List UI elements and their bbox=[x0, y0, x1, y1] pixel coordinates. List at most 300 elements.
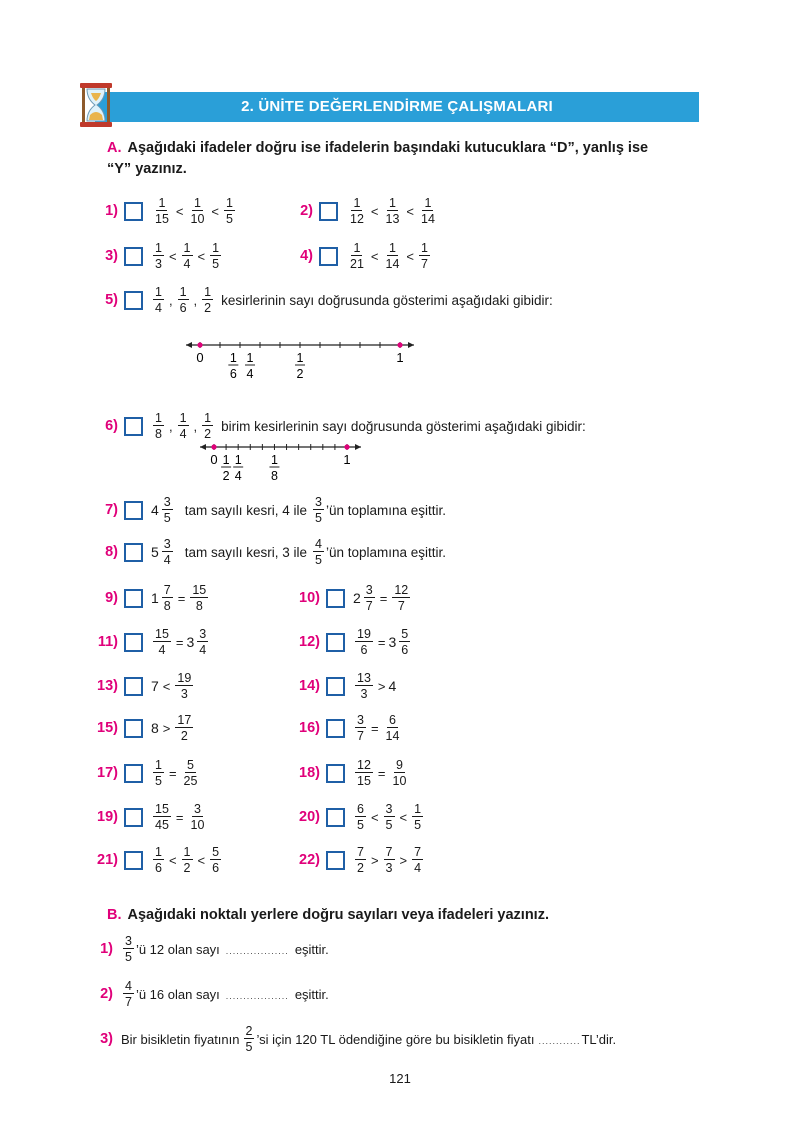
fraction bbox=[197, 628, 208, 657]
question-row-q20 bbox=[280, 799, 425, 835]
math-term bbox=[382, 197, 404, 226]
question-row-q21 bbox=[78, 842, 223, 878]
numerator: 1 bbox=[183, 844, 191, 859]
denominator: 8 bbox=[163, 599, 171, 613]
number-line-label-denominator: 4 bbox=[246, 367, 254, 381]
question-number: 20) bbox=[299, 809, 320, 825]
question-row-q4 bbox=[273, 238, 432, 274]
math-term bbox=[353, 846, 368, 875]
numerator: 19 bbox=[177, 670, 192, 685]
question-row-q3 bbox=[78, 238, 223, 274]
numerator: 1 bbox=[388, 240, 396, 255]
math-term bbox=[353, 628, 375, 657]
page-number: 121 bbox=[389, 1071, 411, 1086]
math-term bbox=[353, 714, 368, 743]
math-term bbox=[390, 584, 412, 613]
integer: 4 bbox=[388, 678, 397, 694]
operator: = bbox=[168, 765, 177, 781]
fraction bbox=[210, 846, 221, 875]
denominator: 5 bbox=[226, 212, 233, 226]
point-marker bbox=[344, 444, 349, 449]
statement-text: ’ün toplamına eşittir. bbox=[326, 502, 447, 518]
math-term bbox=[151, 584, 175, 613]
operator: < bbox=[175, 203, 184, 219]
denominator: 10 bbox=[392, 774, 407, 788]
operator: < bbox=[197, 852, 206, 868]
math-term bbox=[173, 714, 195, 743]
expression bbox=[121, 935, 329, 964]
answer-checkbox[interactable] bbox=[124, 764, 143, 783]
answer-checkbox[interactable] bbox=[124, 808, 143, 827]
numerator: 1 bbox=[424, 195, 432, 210]
math-term bbox=[389, 678, 398, 694]
numerator: 1 bbox=[155, 757, 162, 772]
question-row-q13 bbox=[78, 668, 195, 704]
math-term bbox=[346, 242, 368, 271]
fraction bbox=[153, 628, 171, 657]
question-row-q9 bbox=[78, 580, 210, 616]
numerator: 1 bbox=[353, 195, 361, 210]
operator: < bbox=[370, 248, 379, 264]
fraction bbox=[178, 412, 189, 441]
math-term bbox=[151, 412, 166, 441]
b-question-row-b3 bbox=[85, 1021, 616, 1057]
math-term bbox=[187, 197, 209, 226]
math-term bbox=[188, 584, 210, 613]
answer-checkbox[interactable] bbox=[124, 417, 143, 436]
numerator: 3 bbox=[365, 582, 373, 597]
denominator: 6 bbox=[155, 861, 162, 875]
denominator: 7 bbox=[421, 257, 428, 271]
question-number: 5) bbox=[105, 292, 118, 308]
question-number: 6) bbox=[105, 418, 118, 434]
question-row-q14 bbox=[280, 668, 397, 704]
b-question-row-b1 bbox=[85, 931, 329, 967]
denominator: 7 bbox=[125, 995, 132, 1009]
numerator: 1 bbox=[353, 240, 361, 255]
answer-checkbox[interactable] bbox=[319, 202, 338, 221]
math-term bbox=[389, 759, 411, 788]
denominator: 3 bbox=[155, 257, 162, 271]
denominator: 14 bbox=[385, 257, 400, 271]
denominator: 5 bbox=[315, 553, 322, 567]
fraction bbox=[412, 846, 423, 875]
statement-text: tam sayılı kesri, 4 ile bbox=[184, 502, 308, 518]
denominator: 7 bbox=[397, 599, 405, 613]
section-b-text: Aşağıdaki noktalı yerlere doğru sayıları veya ifadeleri yazınız. bbox=[127, 907, 549, 923]
question-number: 4) bbox=[300, 248, 313, 264]
answer-checkbox[interactable] bbox=[326, 764, 345, 783]
math-term bbox=[417, 197, 439, 226]
integer: 8 bbox=[151, 720, 159, 736]
fraction bbox=[175, 672, 193, 701]
question-number: 1) bbox=[100, 941, 113, 957]
operator: < bbox=[197, 248, 206, 264]
answer-checkbox[interactable] bbox=[124, 291, 143, 310]
denominator: 5 bbox=[155, 774, 162, 788]
fraction bbox=[364, 584, 375, 613]
answer-checkbox[interactable] bbox=[124, 719, 143, 738]
fraction bbox=[355, 803, 366, 832]
question-row-q8 bbox=[78, 534, 446, 570]
answer-blank[interactable]: ............ bbox=[538, 1036, 581, 1046]
fraction bbox=[162, 496, 173, 525]
math-term bbox=[176, 412, 191, 441]
fraction bbox=[153, 803, 171, 832]
math-term bbox=[417, 242, 432, 271]
numerator: 5 bbox=[401, 626, 409, 641]
fraction bbox=[162, 538, 173, 567]
fraction bbox=[178, 286, 189, 315]
math-term bbox=[180, 242, 195, 271]
numerator: 12 bbox=[357, 757, 371, 772]
question-number: 12) bbox=[299, 634, 320, 650]
denominator: 4 bbox=[199, 643, 207, 657]
question-number: 3) bbox=[105, 248, 118, 264]
math-term bbox=[382, 714, 404, 743]
denominator: 5 bbox=[163, 511, 171, 525]
denominator: 3 bbox=[360, 687, 368, 701]
expression bbox=[151, 197, 237, 226]
denominator: 5 bbox=[125, 950, 132, 964]
fraction bbox=[244, 1025, 255, 1054]
section-b-instruction bbox=[107, 905, 707, 926]
numerator: 1 bbox=[421, 240, 428, 255]
denominator: 5 bbox=[357, 818, 364, 832]
whole-part: 2 bbox=[353, 590, 361, 606]
operator: = bbox=[377, 634, 386, 650]
operator: , bbox=[168, 418, 173, 434]
question-row-q10 bbox=[280, 580, 412, 616]
expression bbox=[151, 803, 208, 832]
operator: , bbox=[193, 292, 198, 308]
numerator: 1 bbox=[179, 284, 187, 299]
number-line-label-numerator: 1 bbox=[296, 351, 304, 365]
math-term bbox=[187, 803, 209, 832]
operator: = bbox=[177, 590, 186, 606]
question-row-q17 bbox=[78, 755, 201, 791]
denominator: 5 bbox=[315, 511, 322, 525]
math-term bbox=[151, 759, 166, 788]
question-row-q19 bbox=[78, 799, 208, 835]
expression bbox=[353, 714, 403, 743]
point-marker bbox=[211, 444, 216, 449]
answer-blank[interactable]: .................. bbox=[225, 991, 289, 1001]
statement-text: ’si için 120 TL ödendiğine göre bu bisikletin fiyatı bbox=[256, 1031, 535, 1047]
numerator: 1 bbox=[193, 195, 201, 210]
operator: < bbox=[370, 809, 379, 825]
expression bbox=[353, 759, 410, 788]
whole-part: 1 bbox=[151, 590, 159, 606]
integer: 7 bbox=[151, 678, 159, 694]
answer-checkbox[interactable] bbox=[326, 633, 345, 652]
operator: > bbox=[162, 720, 171, 736]
numerator: 15 bbox=[192, 582, 207, 597]
fraction bbox=[313, 496, 324, 525]
fraction bbox=[224, 197, 235, 226]
number-line-1 bbox=[170, 335, 430, 385]
operator: < bbox=[406, 248, 414, 264]
answer-blank[interactable]: .................. bbox=[225, 946, 289, 956]
math-term bbox=[410, 846, 425, 875]
math-term bbox=[151, 538, 175, 567]
expression bbox=[353, 628, 412, 657]
denominator: 2 bbox=[357, 861, 364, 875]
math-term bbox=[151, 496, 175, 525]
operator: > bbox=[399, 852, 408, 868]
numerator: 4 bbox=[125, 978, 132, 993]
question-number: 18) bbox=[299, 765, 320, 781]
question-number: 11) bbox=[97, 634, 118, 650]
numerator: 1 bbox=[226, 195, 233, 210]
denominator: 5 bbox=[414, 818, 422, 832]
expression bbox=[151, 672, 195, 701]
question-number: 15) bbox=[97, 720, 118, 736]
fraction bbox=[355, 628, 373, 657]
expression bbox=[151, 538, 446, 567]
answer-checkbox[interactable] bbox=[124, 851, 143, 870]
math-term bbox=[353, 803, 368, 832]
denominator: 7 bbox=[357, 729, 364, 743]
math-term bbox=[180, 759, 202, 788]
answer-checkbox[interactable] bbox=[326, 719, 345, 738]
numerator: 7 bbox=[414, 844, 422, 859]
answer-checkbox[interactable] bbox=[124, 589, 143, 608]
statement-text: birim kesirlerinin sayı doğrusunda gösterimi aşağıdaki gibidir: bbox=[221, 418, 586, 434]
answer-checkbox[interactable] bbox=[326, 677, 345, 696]
numerator: 1 bbox=[155, 284, 162, 299]
numerator: 3 bbox=[315, 494, 322, 509]
question-row-q7 bbox=[78, 492, 446, 528]
denominator: 3 bbox=[385, 861, 393, 875]
answer-checkbox[interactable] bbox=[124, 202, 143, 221]
denominator: 6 bbox=[360, 643, 368, 657]
number-line-label-numerator: 1 bbox=[246, 351, 254, 365]
statement-text: TL’dir. bbox=[581, 1031, 617, 1047]
number-line-label: 1 bbox=[396, 350, 404, 365]
question-number: 14) bbox=[299, 678, 320, 694]
question-row-q11 bbox=[78, 624, 210, 660]
question-row-q12 bbox=[280, 624, 412, 660]
question-number: 8) bbox=[105, 544, 118, 560]
operator: = bbox=[377, 765, 386, 781]
expression bbox=[353, 584, 412, 613]
operator: < bbox=[168, 248, 177, 264]
point-marker bbox=[197, 342, 202, 347]
answer-checkbox[interactable] bbox=[124, 633, 143, 652]
number-line-label: 1 bbox=[343, 452, 351, 467]
numerator: 3 bbox=[193, 801, 201, 816]
fraction bbox=[175, 714, 193, 743]
answer-checkbox[interactable] bbox=[124, 501, 143, 520]
math-term bbox=[180, 846, 195, 875]
question-number: 16) bbox=[299, 720, 320, 736]
denominator: 5 bbox=[245, 1040, 253, 1054]
operator: < bbox=[168, 852, 177, 868]
denominator: 3 bbox=[180, 687, 188, 701]
number-line-label-numerator: 1 bbox=[234, 453, 242, 467]
whole-part: 4 bbox=[151, 502, 159, 518]
denominator: 2 bbox=[180, 729, 188, 743]
denominator: 2 bbox=[204, 301, 212, 315]
question-row-q16 bbox=[280, 710, 403, 746]
fraction bbox=[384, 803, 395, 832]
number-line-label: 0 bbox=[196, 350, 204, 365]
numerator: 1 bbox=[179, 410, 187, 425]
fraction bbox=[348, 242, 366, 271]
numerator: 1 bbox=[158, 195, 166, 210]
statement-text: tam sayılı kesri, 3 ile bbox=[184, 544, 308, 560]
math-term bbox=[151, 803, 173, 832]
operator: = bbox=[370, 720, 379, 736]
denominator: 5 bbox=[212, 257, 220, 271]
fraction bbox=[182, 759, 200, 788]
number-line-label-denominator: 2 bbox=[222, 469, 230, 483]
number-line-label-denominator: 6 bbox=[229, 367, 237, 381]
arrow-head-icon bbox=[408, 342, 414, 348]
number-line-label-denominator: 4 bbox=[234, 469, 242, 483]
answer-checkbox[interactable] bbox=[124, 247, 143, 266]
math-term bbox=[121, 935, 136, 964]
math-term bbox=[311, 538, 326, 567]
denominator: 4 bbox=[183, 257, 191, 271]
denominator: 4 bbox=[414, 861, 422, 875]
numerator: 3 bbox=[385, 801, 393, 816]
numerator: 4 bbox=[315, 536, 322, 551]
numerator: 13 bbox=[357, 670, 371, 685]
question-row-q18 bbox=[280, 755, 410, 791]
operator: < bbox=[406, 203, 414, 219]
fraction bbox=[313, 538, 324, 567]
fraction bbox=[391, 759, 409, 788]
numerator: 3 bbox=[199, 626, 207, 641]
section-a-letter: A. bbox=[107, 140, 122, 156]
expression bbox=[151, 242, 223, 271]
fraction bbox=[190, 584, 208, 613]
answer-checkbox[interactable] bbox=[326, 808, 345, 827]
answer-checkbox[interactable] bbox=[319, 247, 338, 266]
math-term bbox=[346, 197, 368, 226]
fraction bbox=[384, 197, 402, 226]
math-term bbox=[353, 759, 375, 788]
fraction bbox=[153, 197, 171, 226]
statement-text: Bir bisikletin fiyatının bbox=[121, 1031, 240, 1047]
number-line-label-numerator: 1 bbox=[270, 453, 278, 467]
number-line-label-numerator: 1 bbox=[229, 351, 237, 365]
numerator: 1 bbox=[155, 240, 162, 255]
question-number: 17) bbox=[97, 765, 118, 781]
arrow-head-icon bbox=[200, 444, 206, 450]
denominator: 10 bbox=[190, 818, 205, 832]
expression bbox=[151, 714, 195, 743]
denominator: 4 bbox=[158, 643, 166, 657]
answer-checkbox[interactable] bbox=[124, 543, 143, 562]
statement-text: eşittir. bbox=[294, 986, 329, 1002]
answer-checkbox[interactable] bbox=[124, 677, 143, 696]
operator: < bbox=[211, 203, 219, 219]
expression bbox=[151, 846, 223, 875]
math-term bbox=[151, 628, 173, 657]
math-term bbox=[353, 672, 375, 701]
math-term bbox=[382, 242, 404, 271]
denominator: 2 bbox=[183, 861, 191, 875]
number-line-label-denominator: 2 bbox=[296, 367, 304, 381]
math-term bbox=[311, 496, 326, 525]
section-a-instruction bbox=[107, 138, 707, 180]
fraction bbox=[392, 584, 410, 613]
expression bbox=[121, 1025, 616, 1054]
numerator: 6 bbox=[389, 712, 396, 727]
denominator: 15 bbox=[155, 212, 169, 226]
statement-text: eşittir. bbox=[294, 941, 329, 957]
numerator: 1 bbox=[183, 240, 191, 255]
denominator: 6 bbox=[179, 301, 187, 315]
fraction bbox=[419, 242, 430, 271]
fraction bbox=[182, 846, 193, 875]
math-term bbox=[187, 628, 211, 657]
section-a-text-line1: Aşağıdaki ifadeler doğru ise ifadelerin başındaki kutucuklara “D”, yanlış ise bbox=[127, 140, 649, 156]
denominator: 12 bbox=[350, 212, 364, 226]
operator: > bbox=[377, 678, 386, 694]
math-term bbox=[151, 242, 166, 271]
statement-text: ’ün toplamına eşittir. bbox=[326, 544, 447, 560]
denominator: 8 bbox=[155, 427, 162, 441]
fraction bbox=[384, 846, 395, 875]
question-row-q22 bbox=[280, 842, 425, 878]
fraction bbox=[202, 286, 213, 315]
fraction bbox=[384, 714, 402, 743]
question-number: 1) bbox=[105, 203, 118, 219]
page-title: 2. ÜNİTE DEĞERLENDİRME ÇALIŞMALARI bbox=[241, 98, 553, 115]
operator: , bbox=[168, 292, 173, 308]
fraction bbox=[189, 197, 207, 226]
operator: < bbox=[399, 809, 408, 825]
operator: , bbox=[193, 418, 198, 434]
numerator: 1 bbox=[155, 410, 162, 425]
math-term bbox=[151, 720, 160, 736]
fraction bbox=[123, 980, 134, 1009]
answer-checkbox[interactable] bbox=[326, 589, 345, 608]
statement-text: ’ü 16 olan sayı bbox=[135, 986, 220, 1002]
math-term bbox=[382, 846, 397, 875]
expression bbox=[151, 286, 553, 315]
question-row-q5 bbox=[78, 282, 553, 318]
fraction bbox=[399, 628, 410, 657]
denominator: 8 bbox=[195, 599, 203, 613]
numerator: 1 bbox=[388, 195, 396, 210]
answer-checkbox[interactable] bbox=[326, 851, 345, 870]
denominator: 14 bbox=[385, 729, 400, 743]
expression bbox=[151, 628, 210, 657]
question-number: 7) bbox=[105, 502, 118, 518]
denominator: 4 bbox=[163, 553, 171, 567]
numerator: 5 bbox=[187, 757, 194, 772]
numerator: 17 bbox=[177, 712, 192, 727]
expression bbox=[353, 846, 425, 875]
section-a-text-line2: “Y” yazınız. bbox=[107, 161, 187, 177]
statement-text: kesirlerinin sayı doğrusunda gösterimi aşağıdaki gibidir: bbox=[221, 292, 553, 308]
math-term bbox=[176, 286, 191, 315]
numerator: 3 bbox=[163, 536, 171, 551]
point-marker bbox=[397, 342, 402, 347]
math-term bbox=[208, 242, 223, 271]
numerator: 15 bbox=[155, 801, 169, 816]
question-number: 2) bbox=[100, 986, 113, 1002]
denominator: 15 bbox=[357, 774, 371, 788]
fraction bbox=[384, 242, 402, 271]
operator: < bbox=[370, 203, 379, 219]
fraction bbox=[153, 759, 164, 788]
